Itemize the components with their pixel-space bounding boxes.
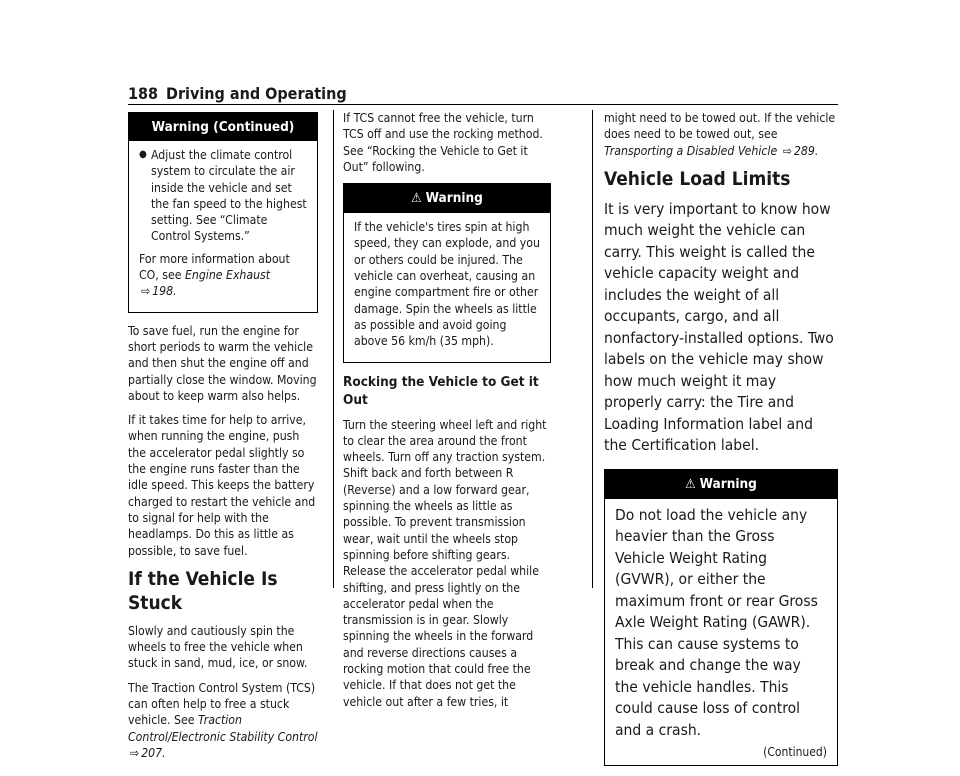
page-number: 188 [128,84,159,103]
warning-title: Warning [699,475,757,492]
paragraph-text: The Traction Control System (TCS) can often help to free a stuck vehicle. See [128,680,316,728]
column-divider [333,110,334,588]
page-ref-icon: ⇨ [782,143,792,158]
subsection-heading: Rocking the Vehicle to Get it Out [343,373,539,408]
towing-paragraph [604,110,838,159]
page-ref-icon: ⇨ [141,284,151,299]
transporting-link[interactable]: Transporting a Disabled Vehicle [604,143,778,158]
column-1 [128,112,318,769]
warning-continued-box [128,112,318,313]
warning-header [344,184,550,213]
page-ref-icon: ⇨ [130,745,140,760]
column-3 [604,110,838,776]
warning-text: Do not load the vehicle any heavier than the Gross Vehicle Weight Rating (GVWR), or either the maximum front or rear Gross Axle Weight Rating (GAWR). This can cause systems to break and change the way the vehicle handles. This could cause loss of control and a crash. [615,505,818,739]
page-ref[interactable]: 207. [141,745,166,760]
section-heading: If the Vehicle Is Stuck [128,567,278,614]
warning-triangle-icon: ⚠ [411,191,422,207]
warning-text: If the vehicle's tires spin at high speed, they can explode, and you or others could be injured. The vehicle can overheat, causing an engine compartment fire or other damage. Spin the wheels as little as possible and avoid going above 56 km/h (35 mph). [354,220,540,349]
paragraph-text: might need to be towed out. If the vehicle does need to be towed out, see [604,111,836,142]
paragraph: Turn the steering wheel left and right to clear the area around the front wheels. Turn off any traction system. Shift back and forth between R (Reverse) and a low forward gear, spinning the wheels as little as possible. To prevent transmission wear, wait until the wheels stop spinning before shifting gears. Release the accelerator pedal while shifting, and press lightly on the accelerator pedal when the transmission is in gear. Slowly spinning the wheels in the forward and reverse directions causes a rocking motion that could free the vehicle. If that does not get the vehicle out after a few tries, it [343,417,547,709]
section-title: Driving and Operating [166,84,347,103]
traction-control-link[interactable]: Traction Control/Electronic Stability Control [128,713,318,744]
tcs-paragraph [128,680,318,761]
paragraph: To save fuel, run the engine for short periods to warm the vehicle and then shut the engine off and partially close the window. Moving about to keep warm also helps. [128,323,317,403]
warning-header [605,470,837,499]
header-rule [128,104,838,105]
warning-title: Warning [425,190,483,207]
continued-label: (Continued) [763,745,827,760]
paragraph: If it takes time for help to arrive, when running the engine, push the accelerator pedal slightly so the engine runs faster than the idle speed. This keeps the battery charged to restart the vehicle and to signal for help with the headlamps. Do this as little as possible, to save fuel. [128,413,316,558]
warning-title: Warning (Continued) [129,113,317,141]
warning-box [604,469,838,767]
bullet-icon: ● [139,149,147,160]
more-info [139,251,307,300]
engine-exhaust-link[interactable]: Engine Exhaust [184,268,271,283]
paragraph: Slowly and cautiously spin the wheels to free the vehicle when stuck in sand, mud, ice, or snow. [128,623,308,671]
warning-triangle-icon: ⚠ [685,476,696,492]
warning-box [343,183,551,362]
paragraph: If TCS cannot free the vehicle, turn TCS off and use the rocking method. See “Rocking the Vehicle to Get it Out” following. [343,111,543,174]
page-ref[interactable]: 289. [793,143,819,158]
paragraph: It is very important to know how much weight the vehicle can carry. This weight is called the vehicle capacity weight and includes the weight of all occupants, cargo, and all nonfactory-installed options. Two labels on the vehicle may show how much weight it may properly carry: the Tire and Loading Information label and the Certification label. [604,199,834,455]
page-ref[interactable]: 198. [152,284,177,299]
more-info-text: For more information about CO, see [139,251,290,283]
column-2 [343,110,551,718]
section-heading: Vehicle Load Limits [604,167,791,190]
column-divider [592,110,593,588]
warning-bullet [139,147,307,245]
warning-bullet-text: Adjust the climate control system to circulate the air inside the vehicle and set the fan speed to the highest setting. See “Climate Control Systems.” [151,148,307,244]
page-header [128,84,838,106]
